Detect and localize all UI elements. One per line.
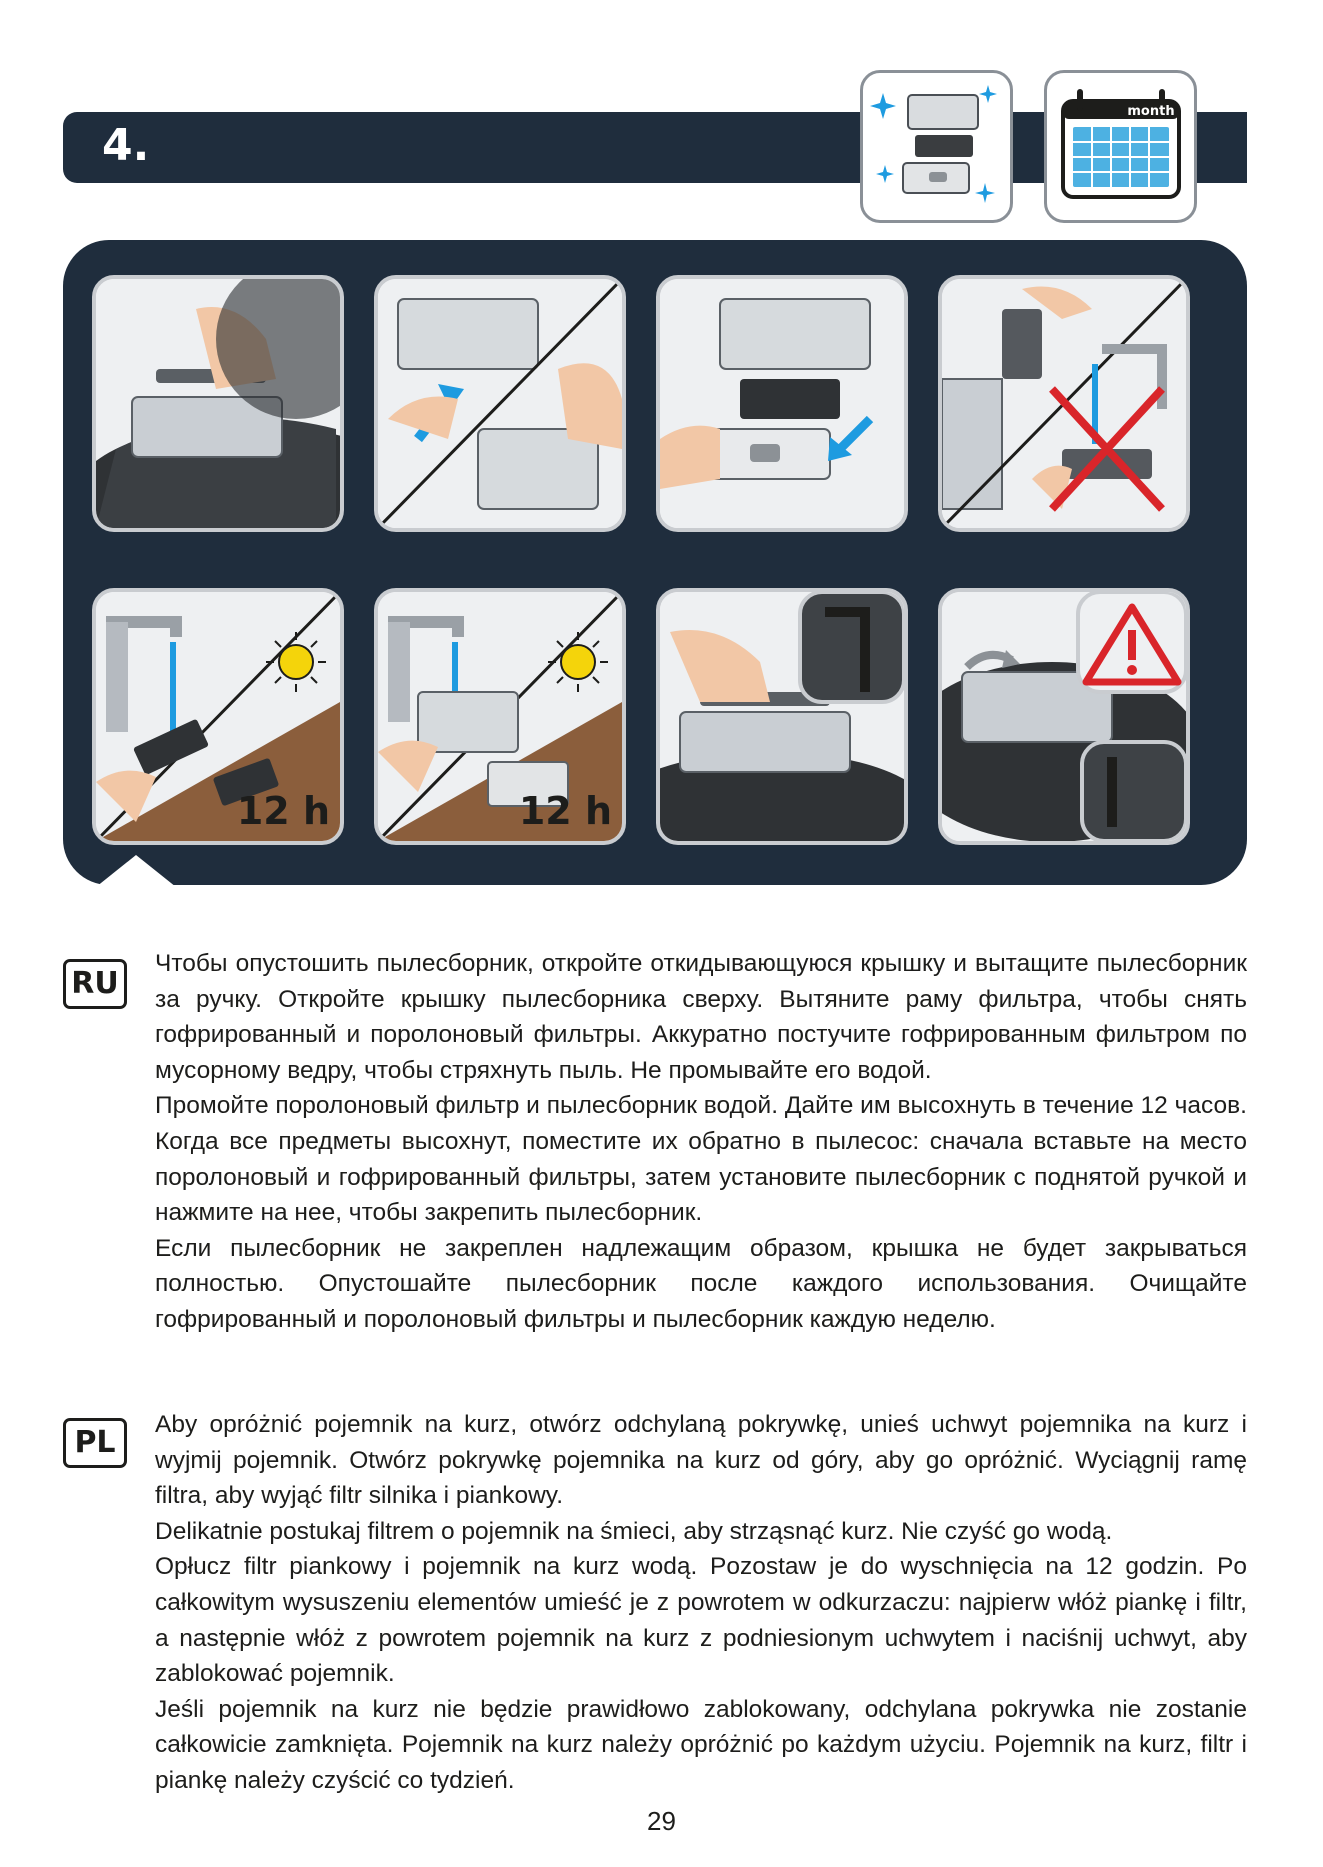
drying-time-label: 12 h (518, 789, 612, 833)
month-label: month (1127, 104, 1175, 119)
step-6-wash-dustbin-image (374, 588, 626, 845)
ru-instructions (155, 946, 1247, 1338)
ru-paragraph: Если пылесборник не закреплен надлежащим образом, крышка не будет закрываться полностью. Опустошайте пылесборник после каждого использования. Очищайте гофрированный и поролоновый фильтры и пылесборник каждую неделю. (155, 1234, 1247, 1333)
drying-time-label: 12 h (236, 789, 330, 833)
step-3-remove-filters-image (656, 275, 908, 532)
ru-paragraph: Промойте поролоновый фильтр и пылесборник водой. Дайте им высохнуть в течение 12 часов. Когда все предметы высохнут, поместите их обратно в пылесос: сначала вставьте на место поролоновый и гофрированный фильтры, затем установите пылесборник с поднятой ручкой и нажмите на нее, чтобы закрепить пылесборник. (155, 1092, 1247, 1227)
calendar-month-icon (1044, 70, 1197, 223)
step-number: 4. (102, 120, 150, 171)
panel-pointer (96, 855, 176, 887)
pl-paragraph: Jeśli pojemnik na kurz nie będzie prawidłowo zablokowany, odchylana pokrywka nie zostanie całkowicie zamknięta. Pojemnik na kurz należy opróżnić po każdym użyciu. Pojemnik na kurz, filtr i piankę należy czyścić co tydzień. (155, 1695, 1247, 1794)
pl-paragraph: Aby opróżnić pojemnik na kurz, otwórz odchylaną pokrywkę, unieś uchwyt pojemnika na kurz i wyjmij pojemnik. Otwórz pokrywkę pojemnika na kurz od góry, aby go opróżnić. Wyciągnij ramę filtra, aby wyjąć filtr silnika i piankowy. (155, 1411, 1247, 1510)
ru-paragraph: Чтобы опустошить пылесборник, откройте откидывающуюся крышку и вытащите пылесборник за ручку. Откройте крышку пылесборника сверху. Вытяните раму фильтра, чтобы снять гофрированный и поролоновый фильтры. Аккуратно постучите гофрированным фильтром по мусорному ведру, чтобы стряхнуть пыль. Не промывайте его водой. (155, 950, 1247, 1084)
step-7-reinsert-dustbin-image (656, 588, 908, 845)
step-1-open-lid-image (92, 275, 344, 532)
step-5-wash-foam-filter-image (92, 588, 344, 845)
step-2-remove-dustbin-image (374, 275, 626, 532)
pl-paragraph: Delikatnie postukaj filtrem o pojemnik na śmieci, aby strząsnąć kurz. Nie czyść go wodą. (155, 1517, 1113, 1545)
pl-paragraph: Opłucz filtr piankowy i pojemnik na kurz wodą. Pozostaw je do wyschnięcia na 12 godzin. Po całkowitym wysuszeniu elementów umieść je z powrotem w odkurzaczu: najpierw włóż piankę i filtr, a następnie włóż z powrotem pojemnik na kurz z podniesionym uchwytem i naciśnij uchwyt, aby zablokować pojemnik. (155, 1553, 1247, 1688)
language-badge-ru: RU (63, 959, 127, 1009)
dustbin-parts-clean-icon (860, 70, 1013, 223)
language-badge-pl: PL (63, 1418, 127, 1468)
page-number: 29 (647, 1806, 676, 1836)
pl-instructions (155, 1407, 1247, 1799)
step-4-tap-filter-no-water-image (938, 275, 1190, 532)
step-8-lid-closed-warning-image (938, 588, 1190, 845)
